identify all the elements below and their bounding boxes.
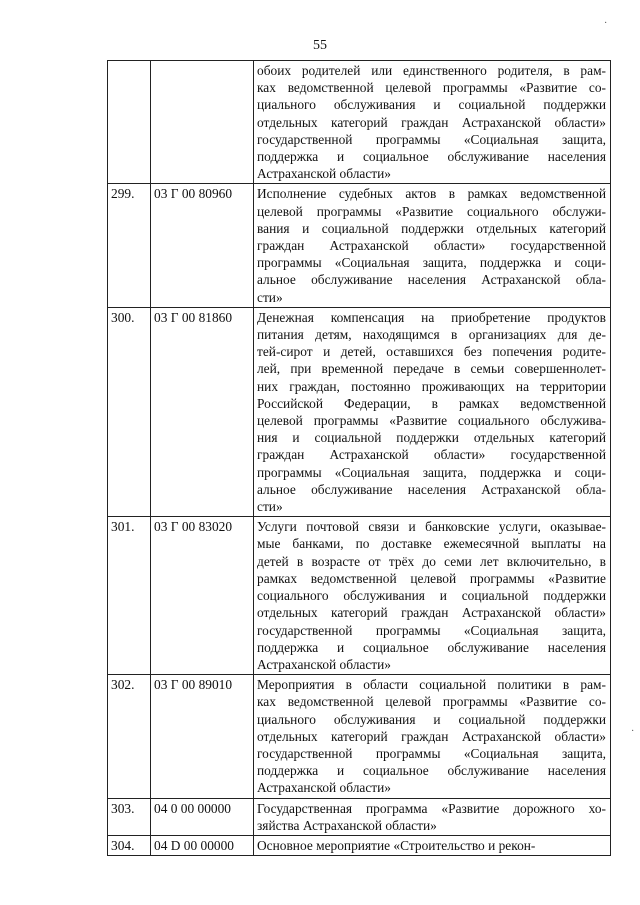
description-line: поддержка и социальное обслуживание населения	[257, 639, 606, 655]
row-number: 300.	[108, 307, 151, 516]
description-line: Российской Федерации, в рамках ведомственной	[257, 395, 606, 411]
description-line: Исполнение судебных актов в рамках ведомственной	[257, 186, 606, 202]
description-line: них граждан, постоянно проживающих на территории	[257, 378, 606, 394]
description-line: сти»	[257, 499, 283, 515]
description-line: альное обслуживание населения Астраханской обла-	[257, 481, 606, 497]
table-row	[108, 517, 611, 675]
description-line: вания и социальной поддержки отдельных категорий	[257, 220, 606, 236]
table-body	[108, 61, 611, 856]
description-line: отдельных категорий граждан Астраханской области»	[257, 605, 606, 621]
expense-description	[254, 835, 611, 855]
description-line: Денежная компенсация на приобретение продуктов	[257, 309, 606, 325]
description-line: государственной программы «Социальная защита,	[257, 131, 606, 147]
description-line: Мероприятия в области социальной политики в рам-	[257, 677, 606, 693]
budget-table	[107, 60, 611, 856]
classification-code: 03 Г 00 81860	[151, 307, 254, 516]
table-row	[108, 675, 611, 798]
description-line: целевой программы «Развитие социального обслужи-	[257, 203, 606, 219]
description-line: государственной программы «Социальная защита,	[257, 745, 606, 761]
description-line: ках ведомственной целевой программы «Развитие со-	[257, 694, 606, 710]
description-line: Астраханской области»	[257, 780, 391, 796]
description-line: программы «Социальная защита, поддержка и соци-	[257, 464, 606, 480]
classification-code: 04 0 00 00000	[151, 798, 254, 835]
table-row	[108, 307, 611, 516]
description-line: отдельных категорий граждан Астраханской области»	[257, 728, 606, 744]
description-line: детей в возрасте от трёх до семи лет включительно, в	[257, 553, 606, 569]
classification-code	[151, 61, 254, 184]
row-number: 302.	[108, 675, 151, 798]
description-line: Астраханской области»	[257, 166, 391, 182]
expense-description	[254, 675, 611, 798]
description-line: государственной программы «Социальная защита,	[257, 622, 606, 638]
description-line: ках ведомственной целевой программы «Развитие со-	[257, 80, 606, 96]
expense-description	[254, 517, 611, 675]
description-line: социального обслуживания и социальной поддержки	[257, 588, 606, 604]
description-line: поддержка и социальное обслуживание населения	[257, 763, 606, 779]
table-row	[108, 835, 611, 855]
table-row	[108, 798, 611, 835]
expense-description	[254, 184, 611, 307]
description-line: Основное мероприятие «Строительство и рекон-	[257, 837, 536, 853]
row-number: 299.	[108, 184, 151, 307]
description-line: питания детям, находящимся в организациях для де-	[257, 327, 606, 343]
expense-description	[254, 61, 611, 184]
description-line: циального обслуживания и социальной поддержки	[257, 97, 606, 113]
description-line: мые банками, по доставке ежемесячной выплаты на	[257, 536, 606, 552]
scan-speck: ·	[631, 726, 635, 737]
row-number	[108, 61, 151, 184]
description-line: программы «Социальная защита, поддержка и соци-	[257, 255, 606, 271]
classification-code: 03 Г 00 80960	[151, 184, 254, 307]
description-line: обоих родителей или единственного родителя, в рам-	[257, 63, 606, 78]
expense-description	[254, 798, 611, 835]
description-line: Астраханской области»	[257, 656, 391, 672]
description-line: граждан Астраханской области» государственной	[257, 238, 606, 254]
description-line: сти»	[257, 289, 283, 305]
description-line: поддержка и социальное обслуживание населения	[257, 149, 606, 165]
description-line: отдельных категорий граждан Астраханской области»	[257, 114, 606, 130]
description-line: целевой программы «Развитие социального обслужива-	[257, 413, 606, 429]
description-line: Государственная программа «Развитие дорожного хо-	[257, 800, 606, 816]
description-line: тей-сирот и детей, оставшихся без попечения родите-	[257, 344, 606, 360]
table-row	[108, 61, 611, 184]
scan-speck: ·	[604, 18, 608, 29]
description-line: рамках ведомственной целевой программы «Развитие	[257, 570, 606, 586]
description-line: альное обслуживание населения Астраханской обла-	[257, 272, 606, 288]
description-line: граждан Астраханской области» государственной	[257, 447, 606, 463]
description-line: зяйства Астраханской области»	[257, 817, 437, 833]
description-line: Услуги почтовой связи и банковские услуги, оказывае-	[257, 519, 606, 535]
expense-description	[254, 307, 611, 516]
description-line: лей, при временной передаче в семьи совершеннолет-	[257, 361, 606, 377]
row-number: 303.	[108, 798, 151, 835]
page-number: 55	[313, 38, 327, 53]
classification-code: 03 Г 00 89010	[151, 675, 254, 798]
classification-code: 04 D 00 00000	[151, 835, 254, 855]
row-number: 304.	[108, 835, 151, 855]
classification-code: 03 Г 00 83020	[151, 517, 254, 675]
description-line: ния и социальной поддержки отдельных категорий	[257, 430, 606, 446]
description-line: циального обслуживания и социальной поддержки	[257, 711, 606, 727]
table-row	[108, 184, 611, 307]
row-number: 301.	[108, 517, 151, 675]
